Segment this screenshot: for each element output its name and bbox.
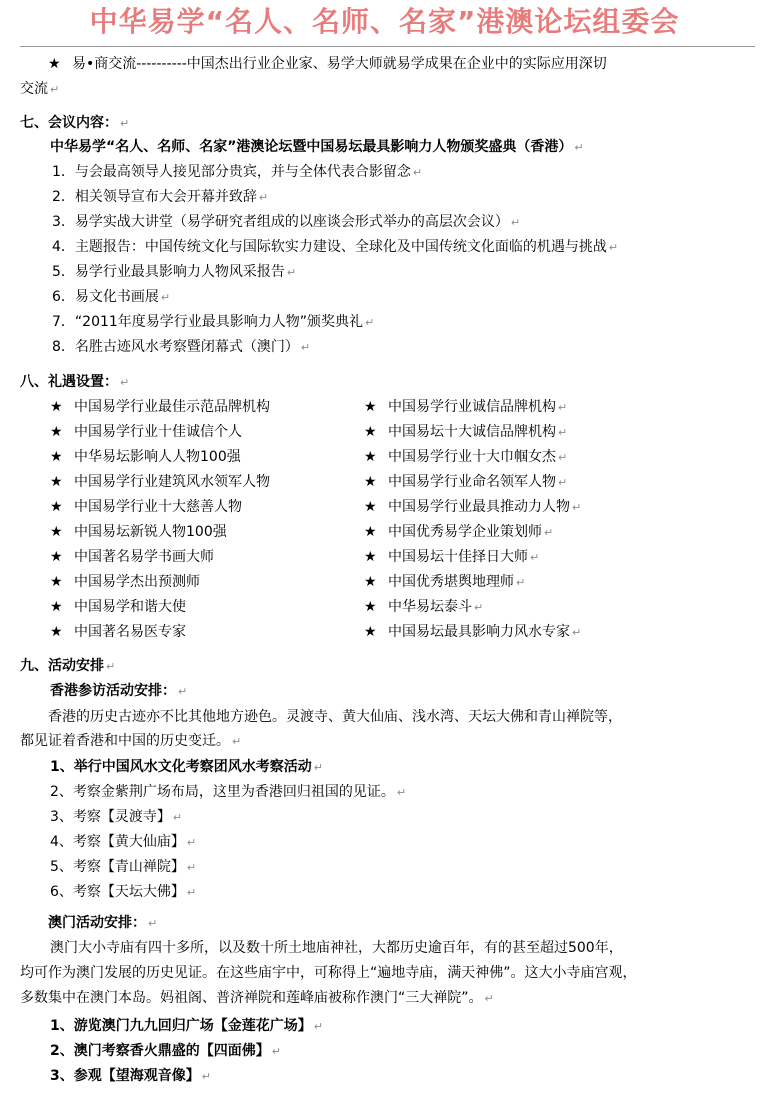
line-text: 6．易文化书画展 <box>52 289 159 305</box>
paragraph-mark-icon: ↵ <box>572 501 582 514</box>
paragraph-mark-icon: ↵ <box>313 761 323 774</box>
section7-subtitle <box>50 137 584 158</box>
paragraph-mark-icon: ↵ <box>160 291 171 304</box>
star-bullet-icon: ★ <box>364 424 377 440</box>
hk-item <box>50 832 196 853</box>
award-right-item <box>364 497 581 518</box>
meeting-item <box>52 287 170 308</box>
macau-para-line <box>50 938 623 958</box>
macau-para-line <box>20 963 637 983</box>
star-bullet-icon: ★ <box>50 449 63 465</box>
paragraph-mark-icon: ↵ <box>510 216 521 229</box>
line-text: 易•商交流----------中国杰出行业企业家、易学大师就易学成果在企业中的实际应用深切 <box>72 56 607 72</box>
paragraph-mark-icon: ↵ <box>608 241 619 254</box>
paragraph-mark-icon: ↵ <box>186 861 197 874</box>
paragraph-mark-icon: ↵ <box>313 1020 323 1033</box>
meeting-item <box>52 212 520 233</box>
line-text: 九、活动安排 <box>20 658 104 674</box>
paragraph-mark-icon: ↵ <box>271 1045 281 1058</box>
macau-heading <box>48 913 157 934</box>
meeting-item <box>52 312 374 333</box>
hk-para-line <box>20 731 241 752</box>
paragraph-mark-icon: ↵ <box>574 141 584 154</box>
star-bullet-icon: ★ <box>364 549 377 565</box>
hk-item <box>50 882 196 903</box>
intro-item-continued <box>20 79 59 100</box>
section7-heading <box>20 113 129 134</box>
line-text: 七、会议内容： <box>20 115 118 131</box>
line-text: 1、游览澳门九九回归广场【金莲花广场】 <box>50 1018 312 1034</box>
paragraph-mark-icon: ↵ <box>558 476 568 489</box>
star-bullet-icon: ★ <box>364 449 377 465</box>
award-left-item <box>50 472 270 492</box>
award-left-item <box>50 497 242 517</box>
line-text: 中国著名易医专家 <box>74 624 186 640</box>
paragraph-mark-icon: ↵ <box>300 341 311 354</box>
award-right-item <box>364 622 581 643</box>
line-text: 中国著名易学书画大师 <box>74 549 214 565</box>
line-text: 中国易学行业诚信品牌机构 <box>388 399 556 415</box>
meeting-item <box>52 237 618 258</box>
paragraph-mark-icon: ↵ <box>232 735 242 748</box>
line-text: 中国优秀堪舆地理师 <box>388 574 514 590</box>
hk-item <box>50 857 196 878</box>
paragraph-mark-icon: ↵ <box>365 316 375 329</box>
star-bullet-icon: ★ <box>50 624 63 640</box>
award-left-item <box>50 447 241 467</box>
line-text: 3、参观【望海观音像】 <box>50 1068 200 1084</box>
hk-item <box>50 807 182 828</box>
star-bullet-icon: ★ <box>364 524 377 540</box>
award-left-item <box>50 547 214 567</box>
line-text: 5、考察【青山禅院】 <box>50 859 185 875</box>
hk-para-line <box>48 707 622 727</box>
star-bullet-icon: ★ <box>364 474 377 490</box>
line-text: 1、举行中国风水文化考察团风水考察活动 <box>50 759 312 775</box>
paragraph-mark-icon: ↵ <box>516 576 526 589</box>
paragraph-mark-icon: ↵ <box>396 786 407 799</box>
paragraph-mark-icon: ↵ <box>201 1070 211 1083</box>
award-left-item <box>50 522 227 542</box>
line-text: 6、考察【天坛大佛】 <box>50 884 185 900</box>
star-bullet-icon: ★ <box>50 399 63 415</box>
star-bullet-icon: ★ <box>364 599 377 615</box>
paragraph-mark-icon: ↵ <box>120 117 130 130</box>
paragraph-mark-icon: ↵ <box>50 83 60 96</box>
line-text: 3、考察【灵渡寺】 <box>50 809 171 825</box>
line-text: 2．相关领导宣布大会开幕并致辞 <box>52 189 257 205</box>
intro-item <box>48 54 607 74</box>
star-bullet-icon: ★ <box>50 574 63 590</box>
award-right-item <box>364 597 483 618</box>
line-text: 澳门活动安排： <box>48 915 146 931</box>
line-text: 澳门大小寺庙有四十多所，以及数十所土地庙神社，大都历史逾百年，有的甚至超过500年， <box>50 940 623 956</box>
star-bullet-icon: ★ <box>50 599 63 615</box>
award-right-item <box>364 397 567 418</box>
award-left-item <box>50 572 200 592</box>
award-right-item <box>364 447 567 468</box>
award-right-item <box>364 522 553 543</box>
line-text: 中华易学“名人、名师、名家”港澳论坛暨中国易坛最具影响力人物颁奖盛典（香港） <box>50 139 573 155</box>
hk-item <box>50 757 323 778</box>
star-bullet-icon: ★ <box>50 424 63 440</box>
line-text: 中华易坛影响人人物100强 <box>74 449 241 465</box>
line-text: 中国易学行业十大巾帼女杰 <box>388 449 556 465</box>
header-title: 中华易学“名人、名师、名家”港澳论坛组委会 <box>89 5 680 38</box>
paragraph-mark-icon: ↵ <box>148 917 158 930</box>
line-text: 香港的历史古迹亦不比其他地方逊色。灵渡寺、黄大仙庙、浅水湾、天坛大佛和青山禅院等， <box>48 709 622 725</box>
line-text: 香港参访活动安排： <box>50 683 176 699</box>
line-text: 中华易坛泰斗 <box>388 599 472 615</box>
header-divider <box>20 46 755 47</box>
award-left-item <box>50 397 270 417</box>
paragraph-mark-icon: ↵ <box>544 526 554 539</box>
meeting-item <box>52 262 296 283</box>
paragraph-mark-icon: ↵ <box>474 601 484 614</box>
award-right-item <box>364 422 567 443</box>
star-bullet-icon: ★ <box>50 474 63 490</box>
paragraph-mark-icon: ↵ <box>530 551 540 564</box>
star-bullet-icon: ★ <box>364 624 377 640</box>
paragraph-mark-icon: ↵ <box>484 992 494 1005</box>
star-bullet-icon: ★ <box>364 574 377 590</box>
line-text: 均可作为澳门发展的历史见证。在这些庙宇中，可称得上“遍地寺庙，满天神佛”。这大小寺庙宫观， <box>20 965 637 981</box>
line-text: 中国易坛最具影响力风水专家 <box>388 624 570 640</box>
section9-heading <box>20 656 115 677</box>
line-text: 中国易学行业十大慈善人物 <box>74 499 242 515</box>
line-text: 4、考察【黄大仙庙】 <box>50 834 185 850</box>
line-text: 中国易学杰出预测师 <box>74 574 200 590</box>
line-text: 中国易学行业命名领军人物 <box>388 474 556 490</box>
meeting-item <box>52 337 310 358</box>
award-right-item <box>364 572 525 593</box>
line-text: 中国易坛十佳择日大师 <box>388 549 528 565</box>
award-right-item <box>364 472 567 493</box>
line-text: 4．主题报告：中国传统文化与国际软实力建设、全球化及中国传统文化面临的机遇与挑战 <box>52 239 607 255</box>
line-text: 2、考察金紫荆广场布局，这里为香港回归祖国的见证。 <box>50 784 395 800</box>
paragraph-mark-icon: ↵ <box>572 626 582 639</box>
line-text: 中国易学和谐大使 <box>74 599 186 615</box>
line-text: 2、澳门考察香火鼎盛的【四面佛】 <box>50 1043 270 1059</box>
line-text: 中国易学行业十佳诚信个人 <box>74 424 242 440</box>
line-text: 多数集中在澳门本岛。妈祖阁、普济禅院和莲峰庙被称作澳门“三大禅院”。 <box>20 990 483 1006</box>
award-right-item <box>364 547 539 568</box>
paragraph-mark-icon: ↵ <box>172 811 183 824</box>
hk-item <box>50 782 406 803</box>
star-bullet-icon: ★ <box>50 499 63 515</box>
line-text: 8．名胜古迹风水考察暨闭幕式（澳门） <box>52 339 299 355</box>
line-text: 都见证着香港和中国的历史变迁。 <box>20 733 230 749</box>
award-left-item <box>50 597 186 617</box>
paragraph-mark-icon: ↵ <box>186 836 197 849</box>
line-text: 5．易学行业最具影响力人物风采报告 <box>52 264 285 280</box>
star-bullet-icon: ★ <box>48 56 61 72</box>
paragraph-mark-icon: ↵ <box>558 451 568 464</box>
award-left-item <box>50 422 242 442</box>
paragraph-mark-icon: ↵ <box>258 191 269 204</box>
line-text: 中国易学行业最具推动力人物 <box>388 499 570 515</box>
paragraph-mark-icon: ↵ <box>106 660 116 673</box>
macau-item <box>50 1041 281 1062</box>
line-text: 中国易学行业最佳示范品牌机构 <box>74 399 270 415</box>
line-text: 中国易学行业建筑风水领军人物 <box>74 474 270 490</box>
macau-item <box>50 1066 211 1087</box>
line-text: 八、礼遇设置： <box>20 374 118 390</box>
section8-heading <box>20 372 129 393</box>
award-left-item <box>50 622 186 642</box>
line-text: 7．“2011年度易学行业最具影响力人物”颁奖典礼 <box>52 314 364 330</box>
macau-item <box>50 1016 323 1037</box>
star-bullet-icon: ★ <box>364 399 377 415</box>
star-bullet-icon: ★ <box>50 524 63 540</box>
star-bullet-icon: ★ <box>50 549 63 565</box>
paragraph-mark-icon: ↵ <box>558 401 568 414</box>
line-text: 交流 <box>20 81 48 97</box>
paragraph-mark-icon: ↵ <box>120 376 130 389</box>
star-bullet-icon: ★ <box>364 499 377 515</box>
paragraph-mark-icon: ↵ <box>558 426 568 439</box>
line-text: 1．与会最高领导人接见部分贵宾，并与全体代表合影留念 <box>52 164 411 180</box>
macau-para-line <box>20 988 494 1009</box>
line-text: 中国易坛新锐人物100强 <box>74 524 227 540</box>
meeting-item <box>52 187 268 208</box>
meeting-item <box>52 162 422 183</box>
line-text: 中国易坛十大诚信品牌机构 <box>388 424 556 440</box>
paragraph-mark-icon: ↵ <box>186 886 197 899</box>
paragraph-mark-icon: ↵ <box>178 685 188 698</box>
line-text: 中国优秀易学企业策划师 <box>388 524 542 540</box>
paragraph-mark-icon: ↵ <box>412 166 423 179</box>
paragraph-mark-icon: ↵ <box>286 266 297 279</box>
hk-heading <box>50 681 187 702</box>
line-text: 3．易学实战大讲堂（易学研究者组成的以座谈会形式举办的高层次会议） <box>52 214 509 230</box>
